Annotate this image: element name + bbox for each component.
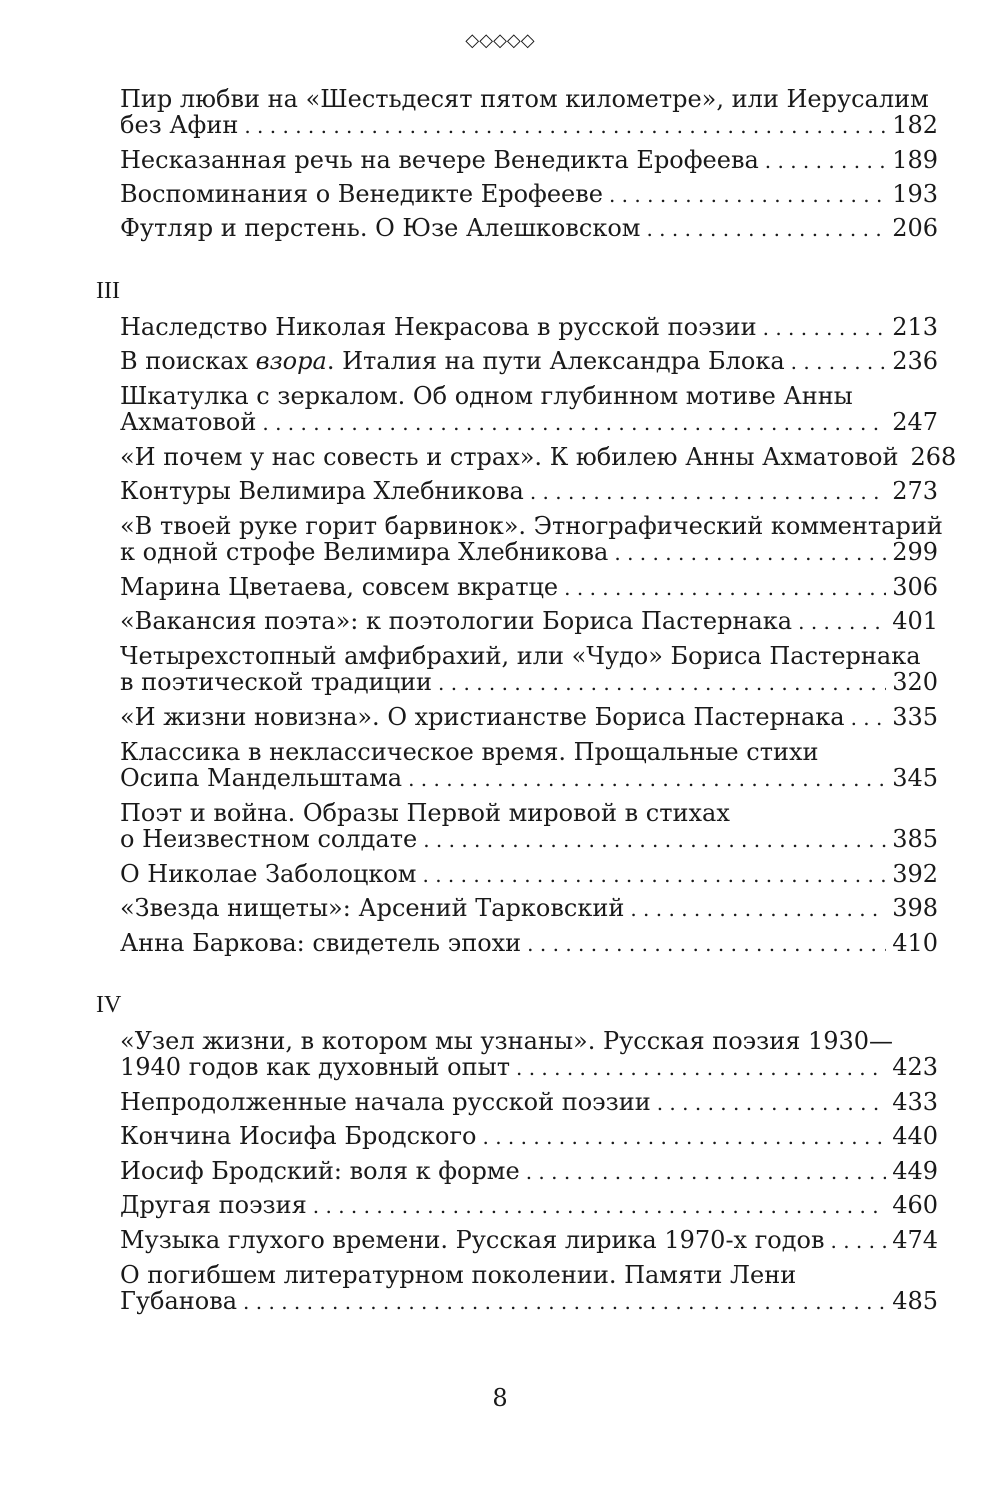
leader-dots bbox=[765, 148, 886, 174]
toc-page-number: 236 bbox=[892, 347, 938, 375]
toc-entry[interactable] bbox=[120, 1089, 938, 1116]
toc-entry[interactable] bbox=[120, 895, 938, 922]
toc-page-number: 193 bbox=[892, 180, 938, 208]
toc-entry-title: 1940 годов как духовный опыт bbox=[120, 1053, 510, 1081]
leader-dots bbox=[630, 896, 886, 922]
toc-entry-title: Несказанная речь на вечере Венедикта Ерофеева bbox=[120, 146, 759, 174]
leader-dots bbox=[830, 1228, 886, 1254]
toc-entry[interactable] bbox=[120, 147, 938, 174]
toc-entry-title: Воспоминания о Венедикте Ерофееве bbox=[120, 180, 603, 208]
toc-entry-title: в поэтической традиции bbox=[120, 668, 433, 696]
leader-dots bbox=[262, 410, 886, 436]
leader-dots bbox=[516, 1055, 886, 1081]
toc-entry-title: о Неизвестном солдате bbox=[120, 825, 418, 853]
toc-entry[interactable] bbox=[120, 930, 938, 957]
toc-page-number: 392 bbox=[892, 860, 938, 888]
leader-dots bbox=[244, 113, 886, 139]
toc-entry-title: Осипа Мандельштама bbox=[120, 764, 403, 792]
toc-page-number: 423 bbox=[892, 1053, 938, 1081]
toc-entry-title: Анна Баркова: свидетель эпохи bbox=[120, 929, 522, 957]
leader-dots bbox=[438, 670, 886, 696]
leader-dots bbox=[530, 479, 886, 505]
toc-entry[interactable] bbox=[120, 1192, 938, 1219]
toc-entry-title-line: Четырехстопный амфибрахий, или «Чудо» Бориса Пастернака bbox=[120, 642, 921, 670]
toc-entry[interactable] bbox=[120, 314, 938, 341]
toc-page-number: 474 bbox=[892, 1226, 938, 1254]
toc-entry[interactable] bbox=[120, 181, 938, 208]
toc-entry[interactable] bbox=[120, 1158, 938, 1185]
toc-entry-title: к одной строфе Велимира Хлебникова bbox=[120, 538, 609, 566]
toc-entry-title: О Николае Заболоцком bbox=[120, 860, 417, 888]
toc-entry-title: Иосиф Бродский: воля к форме bbox=[120, 1157, 520, 1185]
toc-page-number: 206 bbox=[892, 214, 938, 242]
toc-page-number: 182 bbox=[892, 111, 938, 139]
toc-entry-title: Другая поэзия bbox=[120, 1191, 307, 1219]
leader-dots bbox=[646, 216, 886, 242]
toc-entry[interactable] bbox=[120, 861, 938, 888]
toc-page-number: 247 bbox=[892, 408, 938, 436]
toc-page-number: 306 bbox=[892, 573, 938, 601]
leader-dots bbox=[763, 315, 887, 341]
toc-entry[interactable] bbox=[120, 478, 938, 505]
toc-entry-title: «Вакансия поэта»: к поэтологии Бориса Пастернака bbox=[120, 607, 793, 635]
toc-page-number: 320 bbox=[892, 668, 938, 696]
toc-page-number: 449 bbox=[892, 1157, 938, 1185]
toc-page-number: 345 bbox=[892, 764, 938, 792]
toc-entry-title-line: Классика в неклассическое время. Прощальные стихи bbox=[120, 738, 819, 766]
toc-page-number: 299 bbox=[892, 538, 938, 566]
toc-entry-title-line: Шкатулка с зеркалом. Об одном глубинном мотиве Анны bbox=[120, 382, 853, 410]
leader-dots bbox=[657, 1090, 886, 1116]
section-heading-iv: IV bbox=[96, 992, 122, 1018]
toc-page-number: 189 bbox=[892, 146, 938, 174]
toc-entry-title: Губанова bbox=[120, 1287, 238, 1315]
leader-dots bbox=[791, 349, 887, 375]
toc-entry-title: Кончина Иосифа Бродского bbox=[120, 1122, 477, 1150]
toc-entry-title: без Афин bbox=[120, 111, 239, 139]
toc-entry[interactable] bbox=[120, 1262, 938, 1315]
toc-page-number: 460 bbox=[892, 1191, 938, 1219]
toc-entry-title: В поисках взора. Италия на пути Александра Блока bbox=[120, 347, 785, 375]
toc-entry-title: «И почем у нас совесть и страх». К юбилею Анны Ахматовой bbox=[120, 443, 899, 471]
toc-entry-title-line: «В твоей руке горит барвинок». Этнографический комментарий bbox=[120, 512, 943, 540]
toc-entry[interactable] bbox=[120, 348, 938, 375]
toc-entry[interactable] bbox=[120, 574, 938, 601]
toc-entry-title: Марина Цветаева, совсем вкратце bbox=[120, 573, 559, 601]
leader-dots bbox=[798, 609, 886, 635]
leader-dots bbox=[526, 1159, 887, 1185]
leader-dots bbox=[851, 705, 887, 731]
toc-entry[interactable] bbox=[120, 86, 938, 139]
toc-entry[interactable] bbox=[120, 800, 938, 853]
leader-dots bbox=[313, 1193, 886, 1219]
toc-entry-title: «И жизни новизна». О христианстве Бориса Пастернака bbox=[120, 703, 845, 731]
toc-entry-title-line: Пир любви на «Шестьдесят пятом километре», или Иерусалим bbox=[120, 85, 929, 113]
leader-dots bbox=[243, 1289, 886, 1315]
toc-entry[interactable] bbox=[120, 443, 957, 471]
header-ornament: ◇◇◇◇◇ bbox=[465, 30, 535, 51]
section-heading-iii: III bbox=[96, 278, 120, 304]
toc-entry[interactable] bbox=[120, 215, 938, 242]
toc-page-number: 273 bbox=[892, 477, 938, 505]
toc-entry-title-line: «Узел жизни, в котором мы узнаны». Русская поэзия 1930— bbox=[120, 1027, 894, 1055]
toc-page-number: 268 bbox=[910, 443, 957, 471]
toc-page-number: 433 bbox=[892, 1088, 938, 1116]
toc-entry[interactable] bbox=[120, 1123, 938, 1150]
toc-page-number: 485 bbox=[892, 1287, 938, 1315]
leader-dots bbox=[423, 827, 886, 853]
toc-entry[interactable] bbox=[120, 1028, 938, 1081]
toc-page-number: 385 bbox=[892, 825, 938, 853]
toc-page-number: 213 bbox=[892, 313, 938, 341]
toc-entry[interactable] bbox=[120, 383, 938, 436]
toc-entry-title: «Звезда нищеты»: Арсений Тарковский bbox=[120, 894, 625, 922]
toc-entry-title-line: Поэт и война. Образы Первой мировой в стихах bbox=[120, 799, 730, 827]
leader-dots bbox=[483, 1124, 887, 1150]
leader-dots bbox=[408, 766, 886, 792]
toc-entry[interactable] bbox=[120, 704, 938, 731]
toc-entry[interactable] bbox=[120, 739, 938, 792]
toc-entry[interactable] bbox=[120, 1227, 938, 1254]
toc-page-number: 401 bbox=[892, 607, 938, 635]
toc-entry-title: Футляр и перстень. О Юзе Алешковском bbox=[120, 214, 641, 242]
toc-entry-title: Контуры Велимира Хлебникова bbox=[120, 477, 524, 505]
leader-dots bbox=[614, 540, 886, 566]
toc-entry-title: Непродолженные начала русской поэзии bbox=[120, 1088, 651, 1116]
toc-entry[interactable] bbox=[120, 643, 938, 696]
toc-entry[interactable] bbox=[120, 608, 938, 635]
leader-dots bbox=[527, 931, 886, 957]
leader-dots bbox=[564, 575, 886, 601]
toc-page-number: 335 bbox=[892, 703, 938, 731]
toc-page-number: 398 bbox=[892, 894, 938, 922]
leader-dots bbox=[422, 862, 886, 888]
toc-entry[interactable] bbox=[120, 512, 943, 566]
toc-page-number: 410 bbox=[892, 929, 938, 957]
toc-page-number: 440 bbox=[892, 1122, 938, 1150]
toc-entry-title: Наследство Николая Некрасова в русской поэзии bbox=[120, 313, 757, 341]
toc-entry-title: Музыка глухого времени. Русская лирика 1970-х годов bbox=[120, 1226, 825, 1254]
page-number: 8 bbox=[492, 1384, 508, 1412]
toc-entry-title-line: О погибшем литературном поколении. Памяти Лени bbox=[120, 1261, 797, 1289]
toc-entry-title: Ахматовой bbox=[120, 408, 257, 436]
leader-dots bbox=[609, 182, 886, 208]
